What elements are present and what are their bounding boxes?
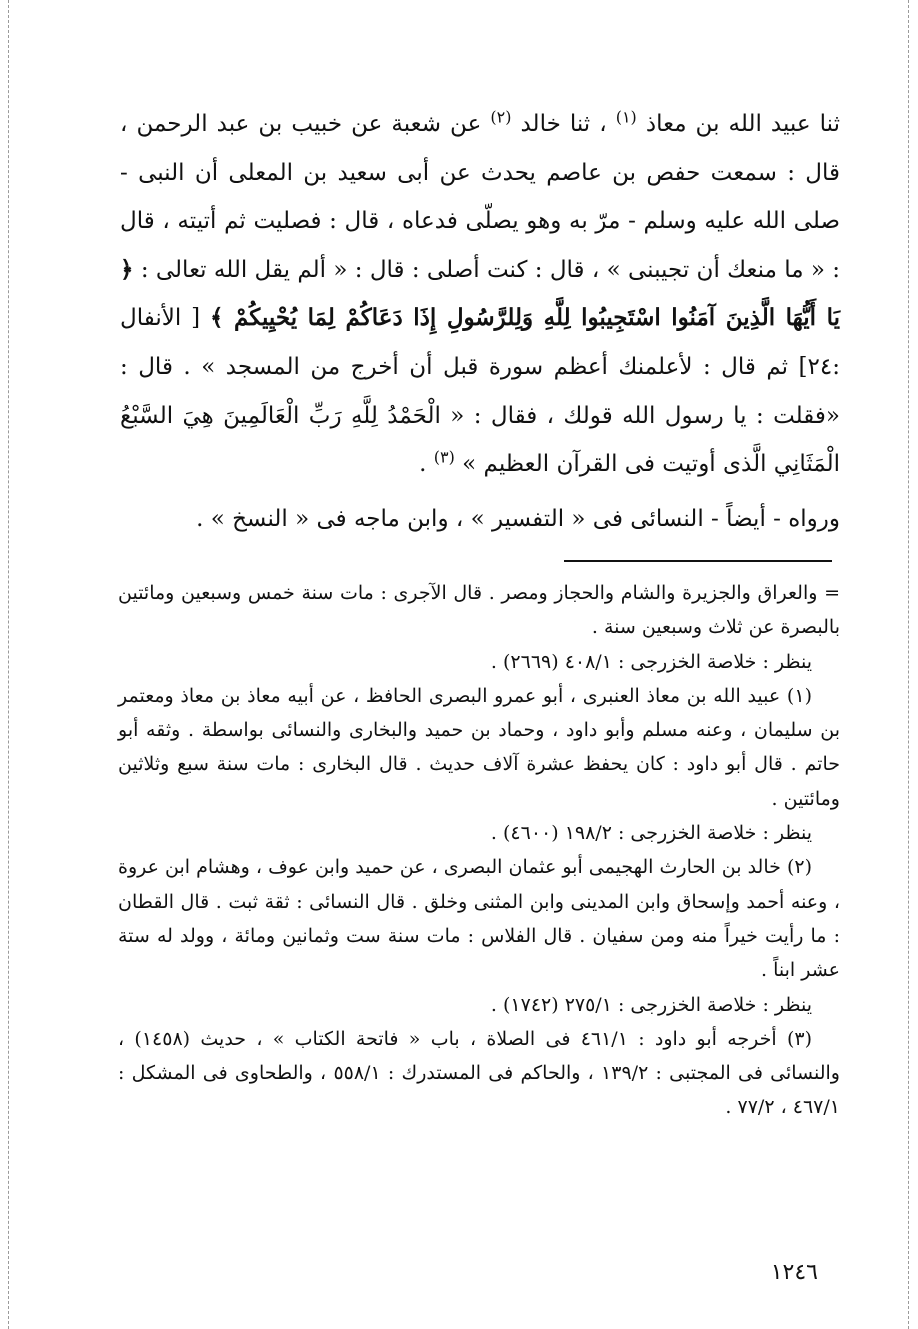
main-text-segment: . [419, 451, 427, 478]
footnote-continuation: = والعراق والجزيرة والشام والحجاز ومصر . قال الآجرى : مات سنة خمس وسبعين ومائتين بالبصرة عن ثلاث وسبعين سنة . [118, 582, 840, 639]
main-text-segment: [ الأنفال :٢٤] ثم قال : لأعلمنك أعظم سورة قبل أن أخرج من المسجد » . قال : «فقلت : يا رسول الله قولك ، فقال : « الْحَمْدُ لِلَّهِ رَبِّ الْعَالَمِينَ هِيَ السَّبْعُ الْمَثَانِي الَّذى أوتيت فى القرآن العظيم » [120, 305, 840, 478]
footnote-ref-1: (١) [615, 107, 637, 127]
main-paragraph-hadith [120, 100, 840, 489]
footnote-2: (٢) خالد بن الحارث الهجيمى أبو عثمان البصرى ، عن حميد وابن عوف ، وهشام ابن عروة ، وعنه أحمد وإسحاق وابن المدينى وابن المثنى وخلق . قال النسائى : ثقة ثبت . قال القطان : ما رأيت خيراً منه ومن سفيان . قال الفلاس : مات سنة ست وثمانين ومائة ، وولد له ستة عشر ابناً . [118, 856, 840, 982]
scan-edge-left [8, 0, 9, 1329]
main-text [120, 100, 840, 543]
page-number: ١٢٤٦ [770, 1260, 818, 1285]
main-text-segment: عن شعبة عن خبيب بن عبد الرحمن ، قال : سمعت حفص بن عاصم يحدث عن أبى سعيد بن المعلى أن النبى - صلى الله عليه وسلم - مرّ به وهو يصلّى فدعاه ، قال : فصليت ثم أتيته ، قال : « ما منعك أن تجيبنى » ، قال : كنت أصلى : قال : « ألم يقل الله تعالى : [120, 111, 841, 283]
footnotes [118, 576, 840, 1125]
footnote-ref-3: (٣) [433, 447, 455, 467]
footnote-source: ينظر : خلاصة الخزرجى : ١٩٨/٢ (٤٦٠٠) . [490, 822, 812, 845]
quran-verse: ﴿ يَا أَيُّهَا الَّذِينَ آمَنُوا اسْتَجِيبُوا لِلَّهِ وَلِلرَّسُولِ إِذَا دَعَاكُمْ لِمَا يُحْيِيكُمْ ﴾ [120, 255, 841, 332]
footnote-source: ينظر : خلاصة الخزرجى : ٤٠٨/١ (٢٦٦٩) . [490, 650, 812, 673]
main-text-segment: ، ثنا خالد [520, 111, 607, 137]
footnote-source: ينظر : خلاصة الخزرجى : ٢٧٥/١ (١٧٤٢) . [490, 993, 812, 1016]
footnote-1: (١) عبيد الله بن معاذ العنبرى ، أبو عمرو البصرى الحافظ ، عن أبيه معاذ بن معاذ ومعتمر بن سليمان ، وعنه مسلم وأبو داود ، وحماد بن حميد والبخارى والنسائى بواسطة . وثقه أبو حاتم . قال أبو داود : كان يحفظ عشرة آلاف حديث . قال البخارى : مات سنة سبع وثلاثين ومائتين . [118, 684, 840, 810]
main-text-segment: ثنا عبيد الله بن معاذ [645, 111, 840, 137]
main-paragraph-narration: ورواه - أيضاً - النسائى فى « التفسير » ، وابن ماجه فى « النسخ » . [196, 505, 840, 532]
scan-edge-right [908, 0, 909, 1329]
footnote-3: (٣) أخرجه أبو داود : ٤٦١/١ فى الصلاة ، باب « فاتحة الكتاب » ، حديث (١٤٥٨) ، والنسائى فى المجتبى : ١٣٩/٢ ، والحاكم فى المستدرك : ٥٥٨/١ ، والطحاوى فى المشكل : ٤٦٧/١ ، ٧٧/٢ . [118, 1027, 840, 1119]
footnote-ref-2: (٢) [490, 107, 512, 127]
footnote-separator [564, 560, 832, 562]
